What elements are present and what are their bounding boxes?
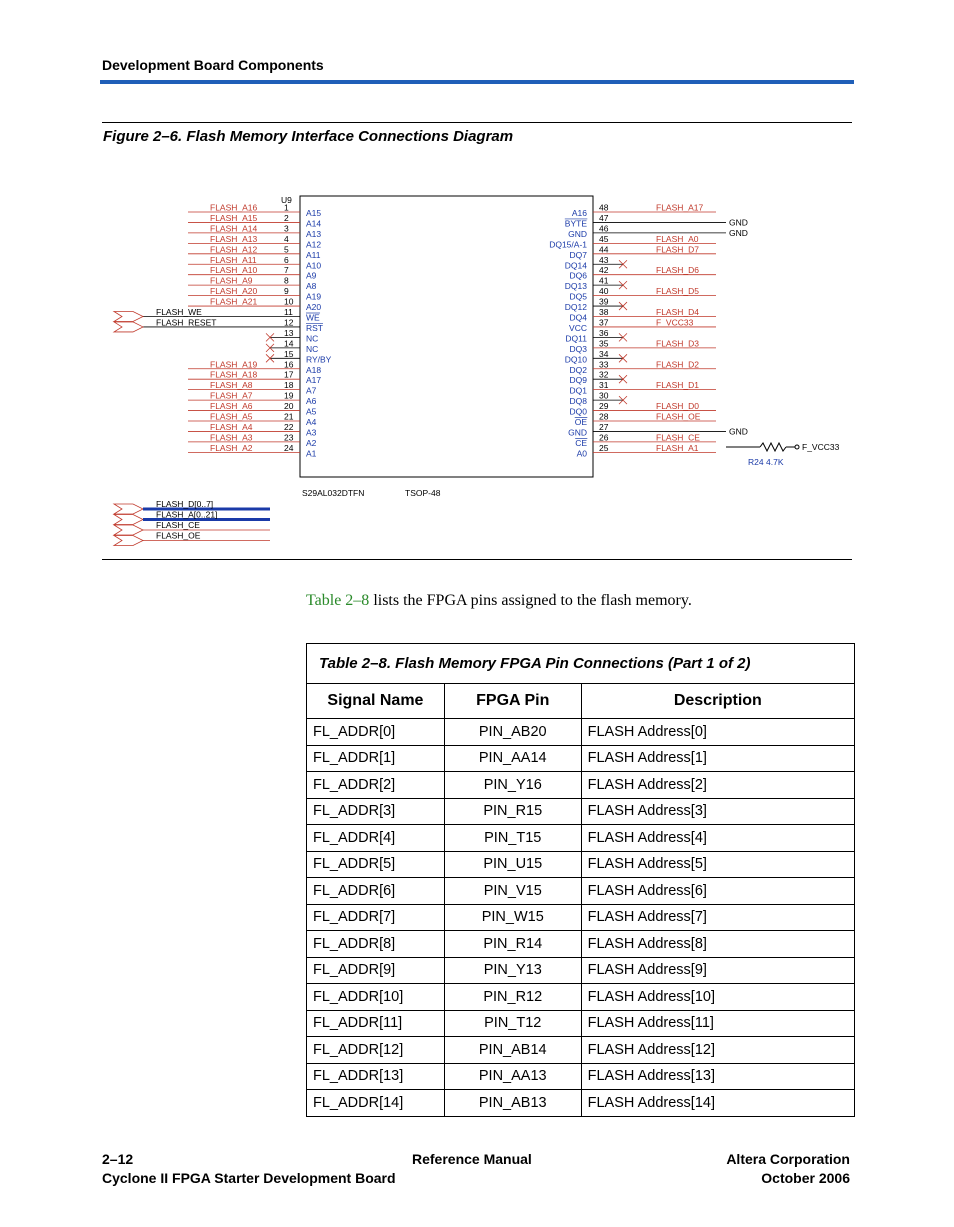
table-row: [307, 931, 855, 958]
signal-cell: FL_ADDR[14]: [307, 1090, 445, 1117]
description-cell: FLASH Address[6]: [581, 878, 854, 905]
flash-schematic: [0, 0, 954, 560]
net-label: FLASH_CE: [656, 432, 700, 443]
pin-name: A1: [306, 448, 317, 459]
pin-name: DQ12: [564, 302, 587, 313]
pin-name: DQ3: [569, 343, 587, 354]
pin-number: 34: [599, 348, 609, 359]
pin-name: A13: [306, 228, 322, 239]
pin-name: GND: [568, 228, 587, 239]
net-label: FLASH_A10: [210, 265, 258, 276]
port-arrow: [114, 312, 143, 322]
pullup-resistor: [726, 442, 840, 467]
pin-number: 26: [599, 432, 609, 443]
figure-caption: Figure 2–6. Flash Memory Interface Connections Diagram: [103, 128, 514, 145]
pin-name: DQ11: [565, 333, 587, 344]
net-label: FLASH_A6: [210, 401, 253, 412]
pin-number: 4: [284, 233, 289, 244]
pin-number: 5: [284, 244, 289, 255]
net-label: FLASH_A9: [210, 275, 253, 286]
pin-name: A16: [571, 208, 587, 218]
pin-name: A6: [306, 396, 317, 407]
net-label: F_VCC33: [656, 317, 694, 328]
pin-number: 11: [284, 307, 293, 317]
signal-cell: FL_ADDR[12]: [307, 1037, 445, 1064]
pin-number: 37: [599, 317, 609, 328]
bus-label: FLASH_OE: [156, 530, 201, 541]
pin-number: 13: [284, 327, 294, 338]
pin-cell: PIN_U15: [444, 851, 581, 878]
resistor-ref: R24: [748, 457, 764, 467]
pin-name: DQ13: [564, 281, 587, 292]
pin-number: 17: [284, 369, 294, 380]
pin-number: 40: [599, 286, 609, 297]
pin-number: 30: [599, 390, 609, 401]
pin-name: DQ14: [564, 260, 587, 271]
net-label: FLASH_WE: [156, 307, 202, 317]
pin-number: 9: [284, 286, 289, 297]
pin-number: 7: [284, 265, 289, 276]
bus-label: FLASH_A[0..21]: [156, 509, 218, 520]
book-title: Cyclone II FPGA Starter Development Board: [102, 1170, 396, 1186]
pin-name: DQ10: [564, 354, 587, 365]
pin-cell: PIN_Y16: [444, 772, 581, 799]
table-row: [307, 1037, 855, 1064]
pin-name: RST: [306, 322, 323, 333]
net-label: FLASH_A2: [210, 442, 253, 453]
net-label: FLASH_A11: [210, 254, 257, 265]
table-row: [307, 1010, 855, 1037]
signal-cell: FL_ADDR[11]: [307, 1010, 445, 1037]
col-header-signal: Signal Name: [307, 684, 445, 719]
pin-number: 6: [284, 254, 289, 265]
pin-number: 48: [599, 202, 609, 213]
pin-name: A4: [306, 417, 317, 427]
pin-name: RY/BY: [306, 354, 332, 365]
pin-number: 45: [599, 233, 609, 244]
footer-right: [726, 1150, 850, 1188]
pin-number: 46: [599, 223, 609, 234]
pin-cell: PIN_R12: [444, 984, 581, 1011]
table-row: [307, 825, 855, 852]
pin-number: 25: [599, 442, 609, 453]
pin-name: DQ0: [569, 406, 587, 417]
pin-cell: PIN_W15: [444, 904, 581, 931]
pin-name: BYTE: [564, 218, 587, 229]
page-number: 2–12: [102, 1151, 134, 1167]
pin-name: NC: [306, 343, 319, 354]
pin-number: 10: [284, 296, 294, 307]
port-arrow: [114, 504, 143, 514]
intro-paragraph: [306, 592, 692, 610]
right-pins: [549, 203, 748, 459]
signal-cell: FL_ADDR[5]: [307, 851, 445, 878]
net-label: FLASH_A0: [656, 233, 699, 244]
pin-number: 39: [599, 296, 609, 307]
pin-number: 31: [599, 380, 609, 391]
pin-number: 16: [284, 359, 294, 370]
net-label: FLASH_D6: [656, 265, 699, 276]
pin-number: 3: [284, 223, 289, 234]
table-row: [307, 745, 855, 772]
pin-number: 42: [599, 265, 609, 276]
table-header-row: [307, 684, 855, 719]
table-row: [307, 1090, 855, 1117]
port-arrow: [114, 322, 143, 332]
pin-number: 44: [599, 244, 609, 255]
pin-cell: PIN_AB14: [444, 1037, 581, 1064]
pin-number: 1: [284, 202, 289, 213]
pin-cell: PIN_Y13: [444, 957, 581, 984]
gnd-label: GND: [729, 426, 748, 437]
table-row: [307, 798, 855, 825]
description-cell: FLASH Address[4]: [581, 825, 854, 852]
signal-cell: FL_ADDR[0]: [307, 719, 445, 746]
gnd-label: GND: [729, 217, 748, 228]
pin-name: A17: [306, 375, 322, 386]
net-label: FLASH_A1: [656, 442, 699, 453]
pin-name: OE: [574, 417, 587, 427]
net-label: FLASH_RESET: [156, 317, 217, 328]
resistor-value: 4.7K: [766, 457, 784, 467]
signal-cell: FL_ADDR[13]: [307, 1063, 445, 1090]
signal-cell: FL_ADDR[8]: [307, 931, 445, 958]
net-label: FLASH_D0: [656, 401, 699, 412]
signal-cell: FL_ADDR[4]: [307, 825, 445, 852]
pin-number: 32: [599, 369, 609, 380]
bus-label: FLASH_CE: [156, 520, 200, 530]
signal-cell: FL_ADDR[2]: [307, 772, 445, 799]
description-cell: FLASH Address[1]: [581, 745, 854, 772]
pin-name: A15: [306, 208, 322, 218]
net-label: FLASH_A16: [210, 202, 258, 213]
pin-cell: PIN_AB13: [444, 1090, 581, 1117]
pin-number: 29: [599, 401, 609, 412]
pin-number: 38: [599, 307, 609, 317]
signal-cell: FL_ADDR[10]: [307, 984, 445, 1011]
chip-body: [300, 196, 593, 477]
chip-package: TSOP-48: [405, 488, 441, 498]
net-label: FLASH_A14: [210, 223, 258, 234]
net-label: FLASH_A21: [210, 296, 258, 307]
table-row: [307, 772, 855, 799]
pin-name: WE: [306, 312, 320, 323]
footer-left: [102, 1150, 396, 1188]
pin-table: [306, 643, 855, 1117]
table-row: [307, 904, 855, 931]
net-label: FLASH_D1: [656, 380, 699, 391]
net-label: FLASH_A3: [210, 432, 253, 443]
description-cell: FLASH Address[14]: [581, 1090, 854, 1117]
pin-number: 22: [284, 421, 294, 432]
pin-name: DQ2: [569, 364, 587, 375]
pin-number: 15: [284, 348, 294, 359]
signal-cell: FL_ADDR[1]: [307, 745, 445, 772]
pin-name: GND: [568, 427, 587, 438]
pin-cell: PIN_V15: [444, 878, 581, 905]
pin-number: 19: [284, 390, 294, 401]
pin-name: DQ15/A-1: [549, 239, 587, 250]
table-caption: Table 2–8. Flash Memory FPGA Pin Connections (Part 1 of 2): [307, 644, 855, 684]
pin-name: DQ9: [569, 375, 587, 386]
pin-name: A18: [306, 364, 322, 375]
description-cell: FLASH Address[10]: [581, 984, 854, 1011]
pin-number: 2: [284, 212, 289, 223]
pin-name: CE: [575, 437, 587, 448]
net-label: FLASH_A20: [210, 286, 258, 297]
table-row: [307, 1063, 855, 1090]
net-label: FLASH_A7: [210, 390, 253, 401]
pin-name: A3: [306, 427, 317, 438]
pin-name: A12: [306, 239, 322, 250]
net-label: FLASH_OE: [656, 411, 701, 422]
description-cell: FLASH Address[7]: [581, 904, 854, 931]
pin-name: DQ1: [569, 385, 587, 396]
description-cell: FLASH Address[3]: [581, 798, 854, 825]
signal-cell: FL_ADDR[9]: [307, 957, 445, 984]
net-label: FLASH_A18: [210, 369, 258, 380]
chip-part: S29AL032DTFN: [302, 488, 365, 498]
pin-name: A11: [306, 249, 321, 260]
bus-label: FLASH_D[0..7]: [156, 499, 214, 509]
pin-number: 35: [599, 338, 609, 349]
pin-number: 20: [284, 401, 294, 412]
description-cell: FLASH Address[0]: [581, 719, 854, 746]
company-name: Altera Corporation: [726, 1151, 850, 1167]
pin-name: A7: [306, 385, 317, 396]
left-pins: [114, 203, 332, 459]
pin-cell: PIN_AB20: [444, 719, 581, 746]
pin-number: 33: [599, 359, 609, 370]
net-label: FLASH_A5: [210, 411, 253, 422]
description-cell: FLASH Address[9]: [581, 957, 854, 984]
pin-number: 41: [599, 275, 609, 286]
pin-cell: PIN_T12: [444, 1010, 581, 1037]
pin-cell: PIN_T15: [444, 825, 581, 852]
net-label: FLASH_A13: [210, 233, 258, 244]
pin-number: 36: [599, 327, 609, 338]
table-body: [307, 719, 855, 1117]
running-header: Development Board Components: [102, 57, 324, 73]
pin-cell: PIN_R15: [444, 798, 581, 825]
port-arrow: [114, 536, 143, 546]
pin-name: A0: [576, 448, 587, 459]
pin-name: A19: [306, 291, 322, 302]
pin-number: 43: [599, 254, 609, 265]
gnd-label: GND: [729, 227, 748, 238]
figure-bottom-rule: [102, 559, 852, 560]
pin-number: 12: [284, 317, 294, 328]
table-row: [307, 851, 855, 878]
table-row: [307, 984, 855, 1011]
pin-number: 18: [284, 380, 294, 391]
signal-cell: FL_ADDR[6]: [307, 878, 445, 905]
intro-text: lists the FPGA pins assigned to the flash memory.: [369, 592, 692, 609]
description-cell: FLASH Address[11]: [581, 1010, 854, 1037]
col-header-pin: FPGA Pin: [444, 684, 581, 719]
chip-ref: U9: [281, 195, 292, 205]
pin-name: NC: [306, 333, 319, 344]
pin-name: DQ8: [569, 396, 587, 407]
port-arrow: [114, 515, 143, 525]
table-row: [307, 957, 855, 984]
net-label: FLASH_A15: [210, 212, 258, 223]
description-cell: FLASH Address[5]: [581, 851, 854, 878]
pin-name: A9: [306, 270, 317, 281]
net-label: FLASH_A19: [210, 359, 258, 370]
description-cell: FLASH Address[13]: [581, 1063, 854, 1090]
pin-name: DQ4: [569, 312, 587, 323]
col-header-description: Description: [581, 684, 854, 719]
pin-number: 23: [284, 432, 294, 443]
pin-name: A14: [306, 218, 322, 229]
table-row: [307, 878, 855, 905]
port-arrow: [114, 525, 143, 535]
pin-name: A2: [306, 437, 317, 448]
net-label: FLASH_D7: [656, 244, 699, 255]
pin-number: 27: [599, 421, 609, 432]
description-cell: FLASH Address[8]: [581, 931, 854, 958]
resistor-supply: F_VCC33: [802, 442, 840, 452]
pin-number: 47: [599, 212, 609, 223]
pin-cell: PIN_R14: [444, 931, 581, 958]
pin-name: A5: [306, 406, 317, 417]
pin-cell: PIN_AA13: [444, 1063, 581, 1090]
pin-name: VCC: [569, 322, 587, 333]
table-row: [307, 719, 855, 746]
table-link[interactable]: Table 2–8: [306, 592, 370, 609]
net-label: FLASH_A8: [210, 380, 253, 391]
pin-name: DQ7: [569, 249, 587, 260]
pin-number: 8: [284, 275, 289, 286]
footer-center: Reference Manual: [412, 1151, 532, 1167]
pin-number: 28: [599, 411, 609, 422]
net-label: FLASH_A12: [210, 244, 258, 255]
pin-number: 21: [284, 411, 294, 422]
net-label: FLASH_A4: [210, 421, 253, 432]
description-cell: FLASH Address[2]: [581, 772, 854, 799]
net-label: FLASH_D4: [656, 307, 699, 317]
pin-name: A20: [306, 302, 322, 313]
pin-name: DQ6: [569, 270, 587, 281]
signal-cell: FL_ADDR[7]: [307, 904, 445, 931]
bus-ports: [114, 499, 270, 546]
pin-number: 24: [284, 442, 294, 453]
pin-name: A10: [306, 260, 322, 271]
signal-cell: FL_ADDR[3]: [307, 798, 445, 825]
net-label: FLASH_D3: [656, 338, 699, 349]
net-label: FLASH_D2: [656, 359, 699, 370]
pin-name: DQ5: [569, 291, 587, 302]
pub-date: October 2006: [761, 1170, 850, 1186]
pin-name: A8: [306, 281, 317, 292]
net-label: FLASH_D5: [656, 286, 699, 297]
pin-number: 14: [284, 338, 294, 349]
description-cell: FLASH Address[12]: [581, 1037, 854, 1064]
pin-cell: PIN_AA14: [444, 745, 581, 772]
net-label: FLASH_A17: [656, 202, 704, 213]
